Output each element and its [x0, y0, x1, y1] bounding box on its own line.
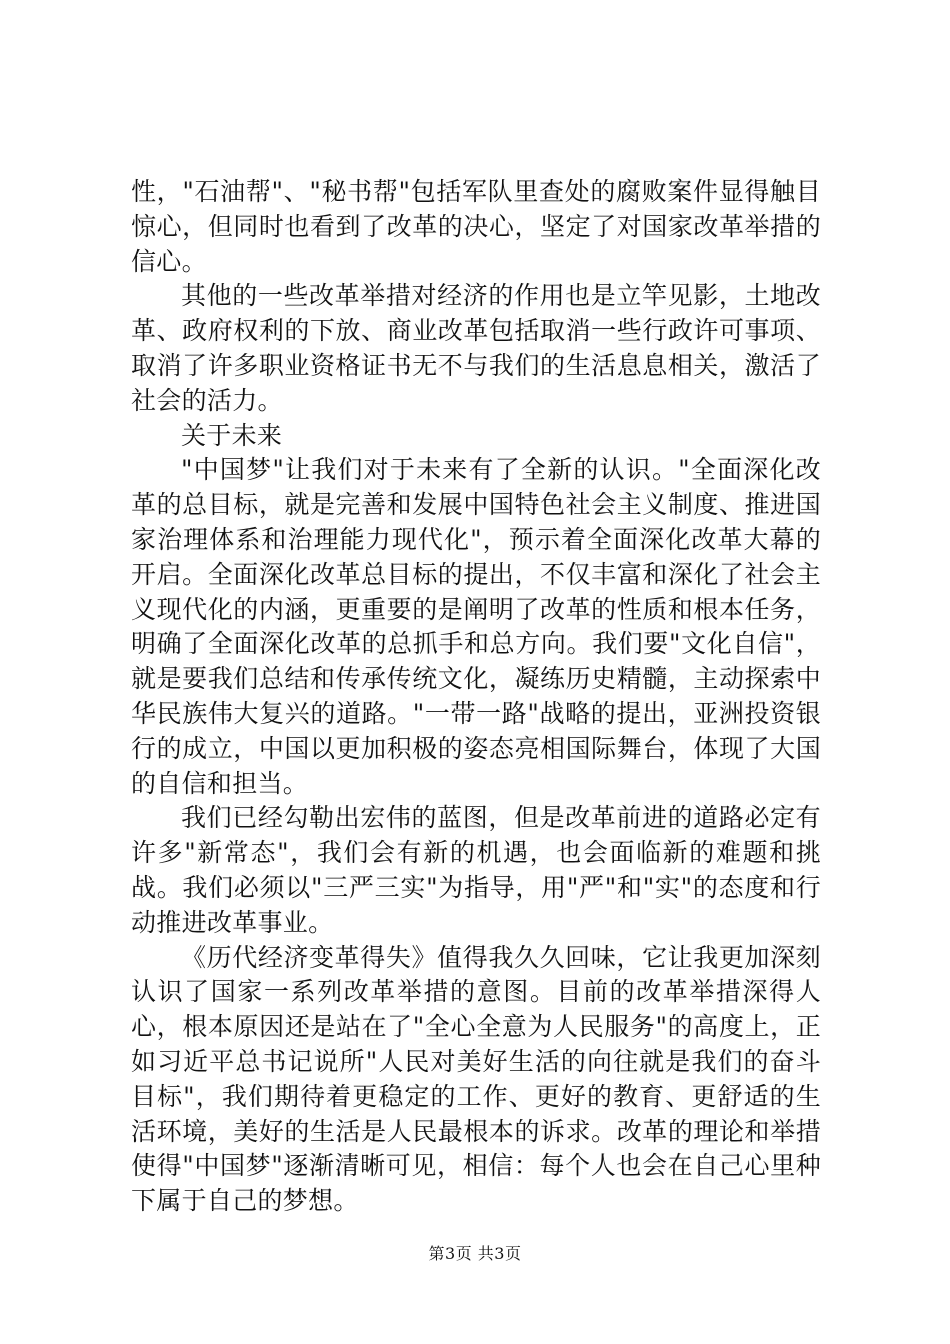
document-body [131, 175, 821, 1219]
paragraph-continued: 性，"石油帮"、"秘书帮"包括军队里查处的腐败案件显得触目惊心，但同时也看到了改革的决心，坚定了对国家改革举措的信心。 [131, 177, 821, 276]
section-heading-future: 关于未来 [181, 420, 283, 450]
paragraph-reform-measures: 其他的一些改革举措对经济的作用也是立竿见影，土地改革、政府权利的下放、商业改革包括取消一些行政许可事项、取消了许多职业资格证书无不与我们的生活息息相关，激活了社会的活力。 [131, 281, 821, 415]
page-footer [0, 1243, 950, 1265]
paragraph-blueprint: 我们已经勾勒出宏伟的蓝图，但是改革前进的道路必定有许多"新常态"，我们会有新的机遇，也会面临新的难题和挑战。我们必须以"三严三实"为指导，用"严"和"实"的态度和行动推进改革事业。 [131, 803, 821, 937]
paragraph-china-dream: "中国梦"让我们对于未来有了全新的认识。"全面深化改革的总目标，就是完善和发展中国特色社会主义制度、推进国家治理体系和治理能力现代化"，预示着全面深化改革大幕的开启。全面深化改革总目标的提出，不仅丰富和深化了社会主义现代化的内涵，更重要的是阐明了改革的性质和根本任务，明确了全面深化改革的总抓手和总方向。我们要"文化自信"，就是要我们总结和传承传统文化，凝练历史精髓，主动探索中华民族伟大复兴的道路。"一带一路"战略的提出，亚洲投资银行的成立，中国以更加积极的姿态亮相国际舞台，体现了大国的自信和担当。 [131, 455, 821, 798]
page-number-label: 第3页 共3页 [428, 1244, 522, 1263]
paragraph-conclusion: 《历代经济变革得失》值得我久久回味，它让我更加深刻认识了国家一系列改革举措的意图。目前的改革举措深得人心，根本原因还是站在了"全心全意为人民服务"的高度上，正如习近平总书记说所"人民对美好生活的向往就是我们的奋斗目标"，我们期待着更稳定的工作、更好的教育、更舒适的生活环境，美好的生活是人民最根本的诉求。改革的理论和举措使得"中国梦"逐渐清晰可见，相信：每个人也会在自己心里种下属于自己的梦想。 [131, 942, 821, 1216]
